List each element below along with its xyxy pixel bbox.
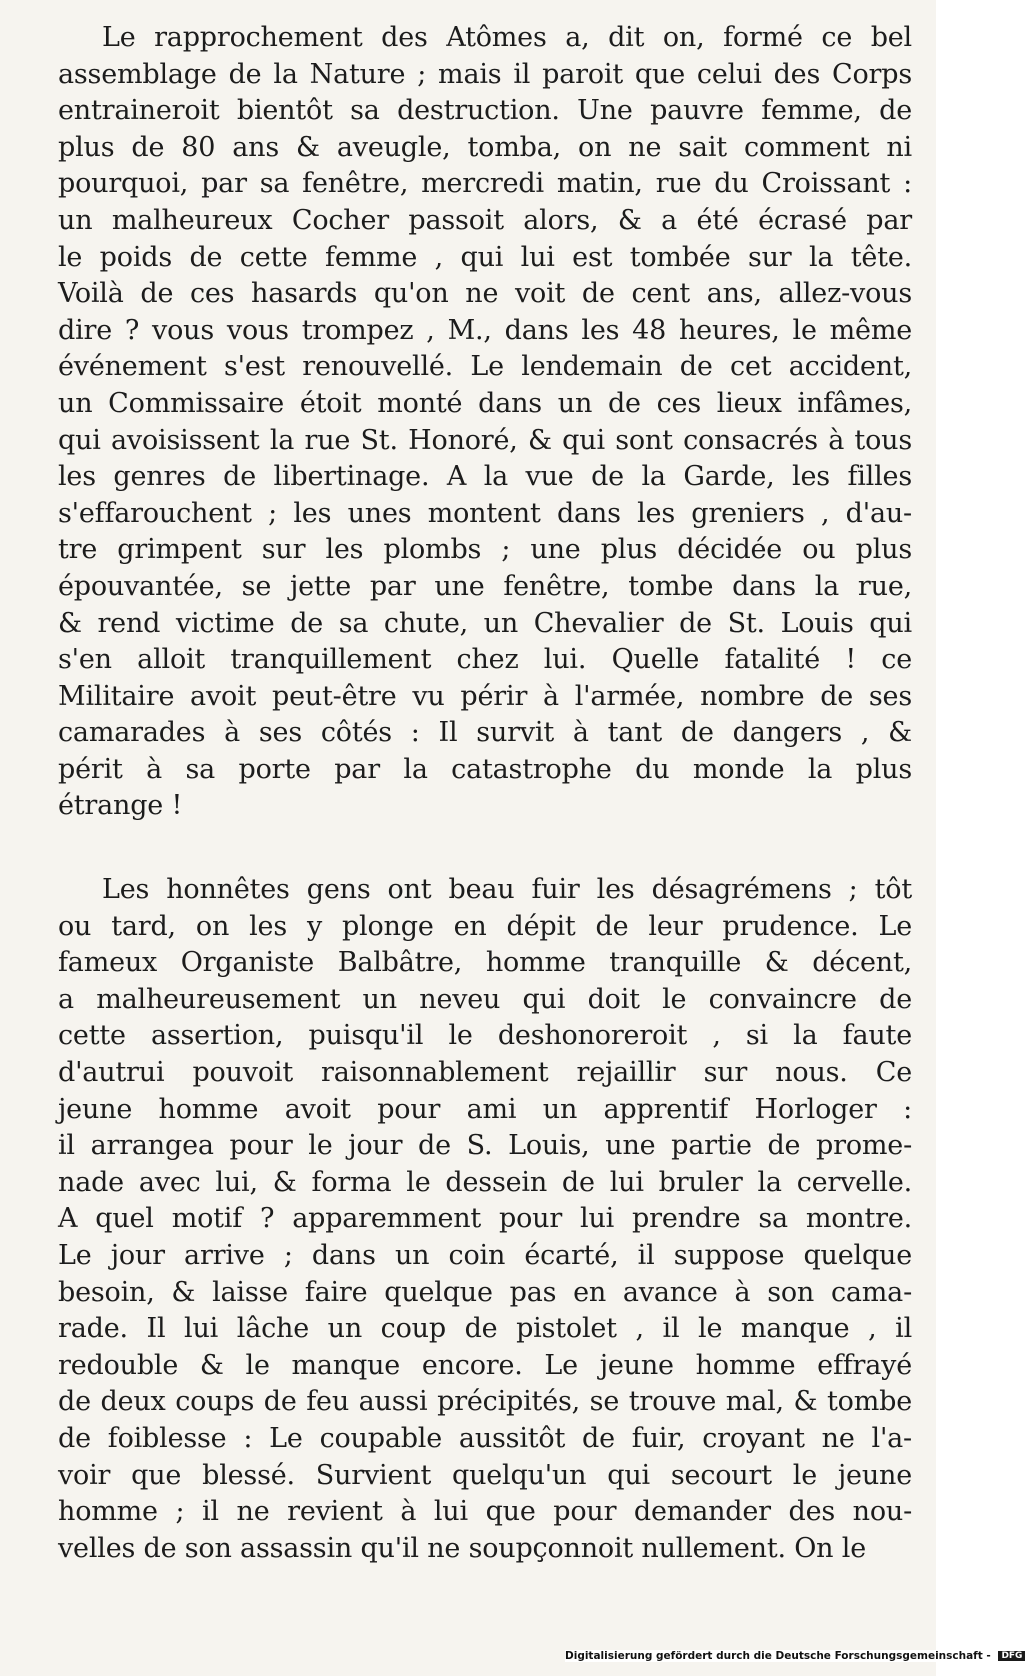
text-line: cette assertion, puisqu'il le deshonoreroit , si la faute	[58, 1020, 912, 1052]
text-line: velles de son assassin qu'il ne soupçonnoit nullement. On le	[58, 1532, 866, 1564]
text-line: dire ? vous vous trompez , M., dans les 48 heures, le même	[58, 314, 912, 346]
text-line: redouble & le manque encore. Le jeune homme effrayé	[58, 1349, 912, 1381]
digitization-credit	[565, 1650, 1025, 1662]
text-line: s'en alloit tranquillement chez lui. Quelle fatalité ! ce	[58, 644, 912, 676]
text-line: pourquoi, par sa fenêtre, mercredi matin, rue du Croissant :	[58, 168, 912, 200]
text-line: un malheureux Cocher passoit alors, & a été écrasé par	[58, 204, 912, 236]
text-line: de foiblesse : Le coupable aussitôt de fuir, croyant ne l'a-	[58, 1422, 912, 1454]
paragraph-1	[58, 20, 912, 825]
text-line: événement s'est renouvellé. Le lendemain de cet accident,	[58, 351, 912, 383]
text-line: A quel motif ? apparemment pour lui prendre sa montre.	[58, 1203, 912, 1235]
dfg-logo: DFG	[998, 1651, 1025, 1661]
text-line: jeune homme avoit pour ami un apprentif Horloger :	[58, 1093, 912, 1125]
paragraph-2	[58, 872, 912, 1567]
text-line: plus de 80 ans & aveugle, tomba, on ne sait comment ni	[58, 131, 912, 163]
text-line: nade avec lui, & forma le dessein de lui bruler la cervelle.	[58, 1166, 912, 1198]
text-line: homme ; il ne revient à lui que pour demander des nou-	[58, 1496, 912, 1528]
text-line: camarades à ses côtés : Il survit à tant de dangers , &	[58, 717, 912, 749]
text-line: épouvantée, se jette par une fenêtre, tombe dans la rue,	[58, 570, 912, 602]
credit-text: Digitalisierung gefördert durch die Deutsche Forschungsgemeinschaft -	[565, 1650, 991, 1662]
text-line: fameux Organiste Balbâtre, homme tranquille & décent,	[58, 947, 912, 979]
text-line: Voilà de ces hasards qu'on ne voit de cent ans, allez-vous	[58, 278, 912, 310]
text-line: Le jour arrive ; dans un coin écarté, il suppose quelque	[58, 1239, 912, 1271]
text-line: s'effarouchent ; les unes montent dans les greniers , d'au-	[58, 497, 912, 529]
text-line: & rend victime de sa chute, un Chevalier de St. Louis qui	[58, 607, 912, 639]
text-line: un Commissaire étoit monté dans un de ces lieux infâmes,	[58, 387, 912, 419]
text-line: a malheureusement un neveu qui doit le convaincre de	[58, 983, 912, 1015]
page-margin	[936, 0, 1000, 1676]
text-line: Le rapprochement des Atômes a, dit on, formé ce bel	[102, 22, 912, 53]
text-line: tre grimpent sur les plombs ; une plus décidée ou plus	[58, 534, 912, 566]
text-line: voir que blessé. Survient quelqu'un qui secourt le jeune	[58, 1459, 912, 1491]
text-line: qui avoisissent la rue St. Honoré, & qui sont consacrés à tous	[58, 424, 912, 456]
text-line: Les honnêtes gens ont beau fuir les désagrémens ; tôt	[102, 874, 912, 905]
text-line: entraineroit bientôt sa destruction. Une pauvre femme, de	[58, 95, 912, 127]
text-line: étrange !	[58, 790, 183, 822]
text-line: rade. Il lui lâche un coup de pistolet , il le manque , il	[58, 1313, 912, 1345]
text-line: Militaire avoit peut-être vu périr à l'armée, nombre de ses	[58, 680, 912, 712]
text-line: de deux coups de feu aussi précipités, se trouve mal, & tombe	[58, 1386, 912, 1418]
text-line: ou tard, on les y plonge en dépit de leur prudence. Le	[58, 910, 912, 942]
text-line: les genres de libertinage. A la vue de la Garde, les filles	[58, 461, 912, 493]
text-line: assemblage de la Nature ; mais il paroit que celui des Corps	[58, 58, 912, 90]
text-line: il arrangea pour le jour de S. Louis, une partie de prome-	[58, 1130, 912, 1162]
text-line: d'autrui pouvoit raisonnablement rejaillir sur nous. Ce	[58, 1056, 912, 1088]
text-line: périt à sa porte par la catastrophe du monde la plus	[58, 753, 912, 785]
text-line: besoin, & laisse faire quelque pas en avance à son cama-	[58, 1276, 912, 1308]
text-line: le poids de cette femme , qui lui est tombée sur la tête.	[58, 241, 912, 273]
